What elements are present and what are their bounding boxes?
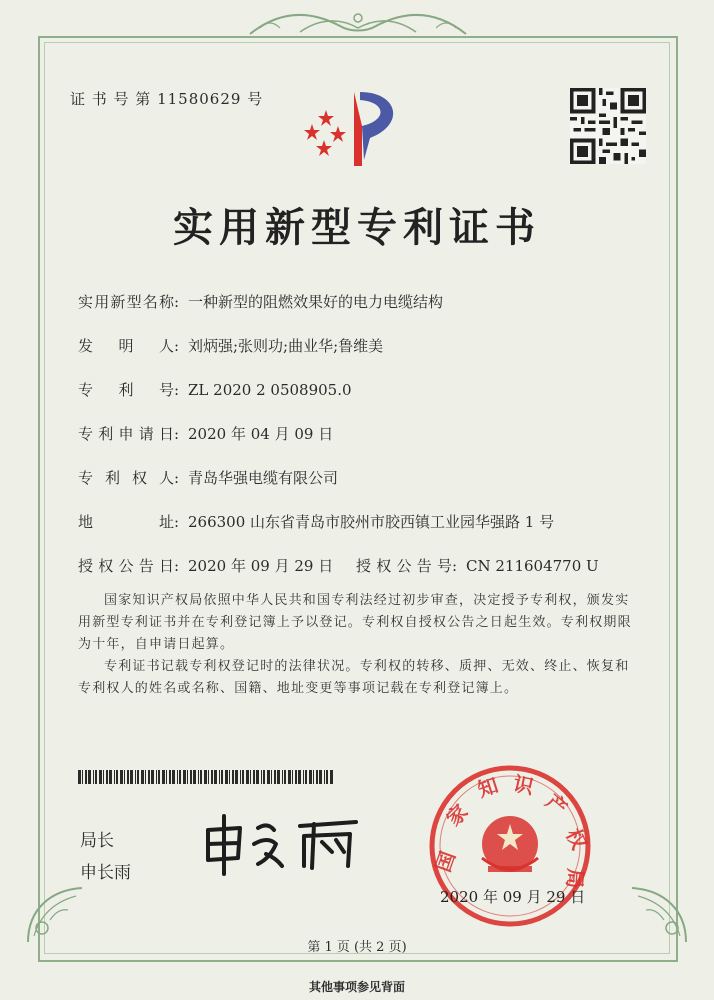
field-separator: : (174, 293, 180, 311)
barcode-icon (78, 770, 334, 784)
director-signature-icon (196, 808, 366, 878)
field-utility-model-name (78, 291, 443, 312)
field-inventors (78, 335, 383, 356)
qr-code-icon (570, 88, 646, 164)
field-label: 地址 (78, 513, 174, 531)
field-separator: : (174, 513, 180, 531)
field-separator: : (174, 337, 180, 355)
field-label: 专利权人 (78, 469, 174, 487)
field-label: 授权公告号 (356, 557, 452, 575)
field-patent-number (78, 379, 352, 400)
svg-text:识: 识 (511, 771, 536, 799)
patent-office-logo-icon (302, 86, 414, 170)
field-grant-date (78, 555, 333, 576)
field-label: 授权公告日 (78, 557, 174, 575)
svg-text:知: 知 (474, 772, 502, 802)
svg-text:局: 局 (562, 867, 588, 890)
page-number: 第 1 页 (共 2 页) (307, 940, 407, 955)
back-note: 其他事项参见背面 (308, 980, 405, 994)
top-ornament-icon (240, 8, 476, 38)
seal-date: 2020 年 09 月 29 日 (440, 888, 586, 906)
certificate-title: 实用新型专利证书 (173, 204, 541, 251)
field-label: 实用新型名称 (78, 293, 174, 311)
field-label: 发明人 (78, 337, 174, 355)
grant-statement-paragraph: 国家知识产权局依照中华人民共和国专利法经过初步审查，决定授予专利权，颁发实用新型专利证书并在专利登记簿上予以登记。专利权自授权公告之日起生效。专利权期限为十年，自申请日起算。 (78, 593, 632, 652)
director-title: 局长 (80, 831, 114, 851)
field-separator: : (174, 425, 180, 443)
field-value: 2020 年 04 月 09 日 (188, 425, 334, 443)
svg-text:产: 产 (541, 789, 572, 821)
field-value: CN 211604770 U (466, 557, 599, 575)
field-application-date (78, 423, 333, 444)
field-separator: : (174, 469, 180, 487)
field-value: 刘炳强;张则功;曲业华;鲁维美 (188, 337, 384, 355)
svg-text:家: 家 (441, 799, 473, 831)
field-value: 一种新型的阻燃效果好的电力电缆结构 (188, 293, 444, 311)
field-separator: : (174, 381, 180, 399)
field-separator: : (452, 557, 458, 575)
field-grant-number (356, 555, 599, 576)
field-value: 青岛华强电缆有限公司 (188, 469, 339, 487)
field-value: ZL 2020 2 0508905.0 (188, 381, 352, 399)
field-label: 专利号 (78, 381, 174, 399)
field-patentee (78, 467, 338, 488)
certificate-number: 证 书 号 第 11580629 号 (70, 90, 264, 108)
field-separator: : (174, 557, 180, 575)
field-label: 专利申请日 (78, 425, 174, 443)
field-value: 2020 年 09 月 29 日 (188, 557, 334, 575)
director-name: 申长雨 (80, 863, 131, 883)
legal-status-paragraph: 专利证书记载专利权登记时的法律状况。专利权的转移、质押、无效、终止、恢复和专利权人的姓名或名称、国籍、地址变更等事项记载在专利登记簿上。 (78, 659, 630, 696)
field-address (78, 511, 554, 532)
svg-text:国: 国 (430, 848, 461, 876)
field-value: 266300 山东省青岛市胶州市胶西镇工业园华强路 1 号 (188, 513, 555, 531)
svg-text:权: 权 (561, 824, 592, 854)
